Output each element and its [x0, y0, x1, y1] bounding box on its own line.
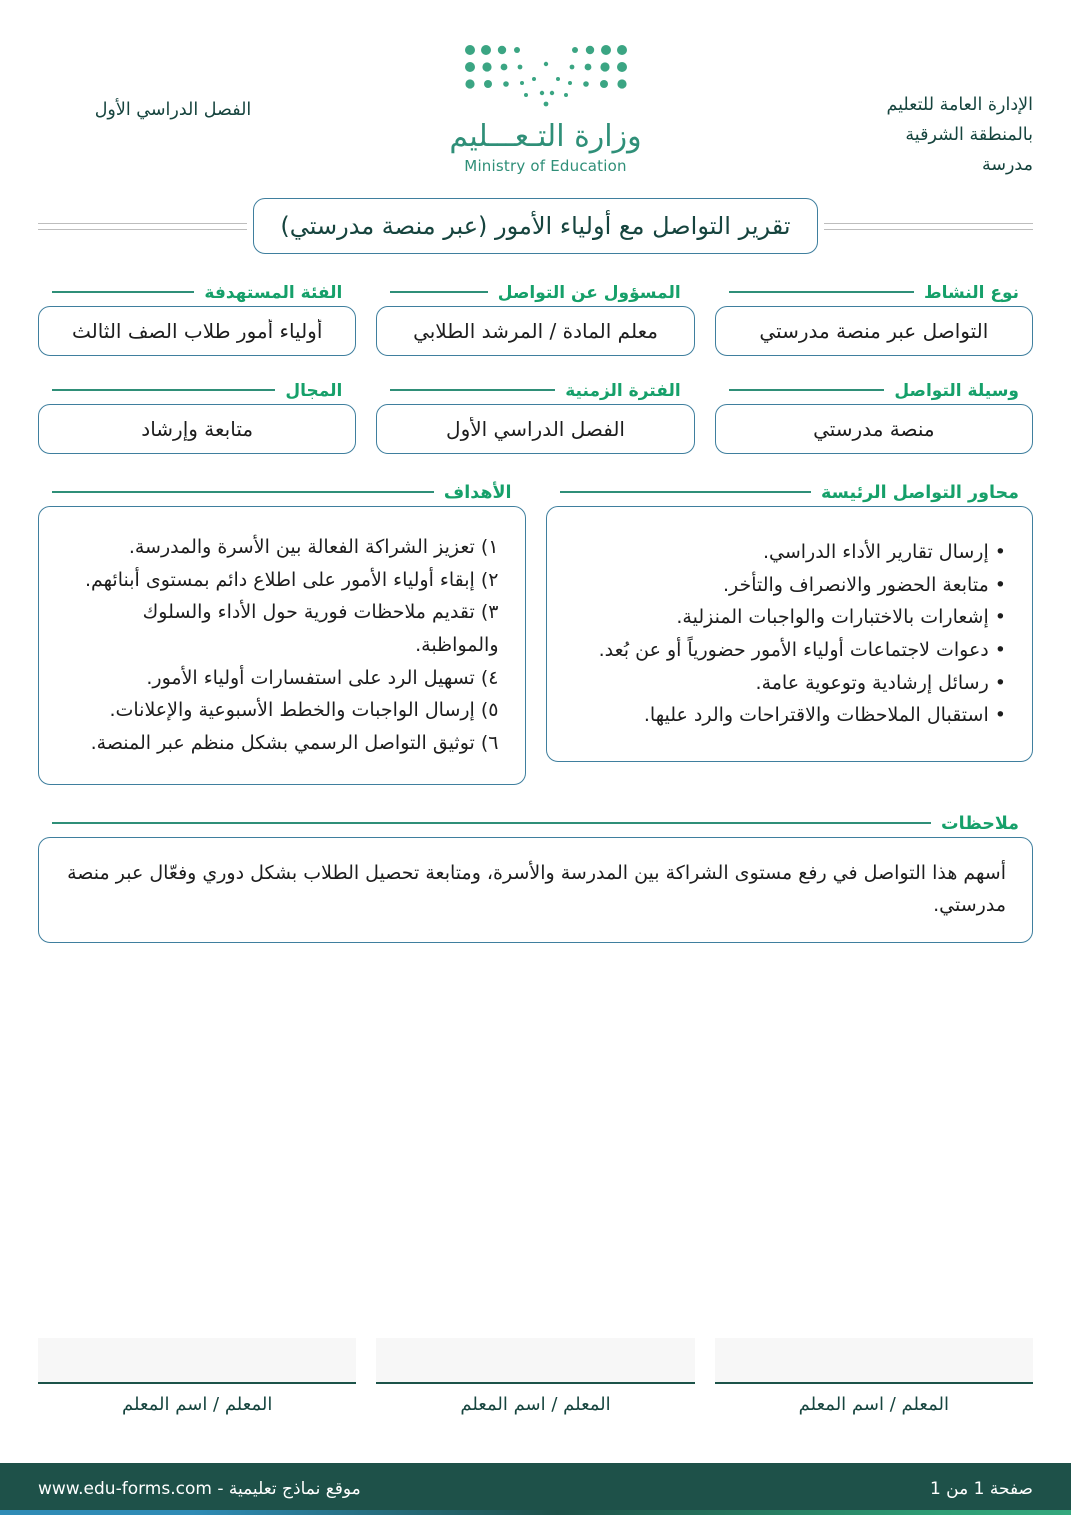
signature-label: المعلم / اسم المعلم	[798, 1394, 949, 1415]
field-head	[38, 280, 356, 306]
signature-label: المعلم / اسم المعلم	[460, 1394, 611, 1415]
list-item: ٦) توثيق التواصل الرسمي بشكل منظم عبر المنصة.	[90, 732, 499, 755]
notes-box[interactable]	[38, 837, 1033, 943]
footer-site-credit: موقع نماذج تعليمية - www.edu-forms.com	[38, 1479, 361, 1499]
list-item: • إرسال تقارير الأداء الدراسي.	[573, 536, 1007, 569]
list-item: • إشعارات بالاختبارات والواجبات المنزلية.	[573, 601, 1007, 634]
list-item: ٢) إبقاء أولياء الأمور على اطلاع دائم بمستوى أبنائهم.	[84, 568, 499, 591]
field-label: الفئة المستهدفة	[204, 283, 343, 303]
section-head	[546, 480, 1034, 506]
signature-row	[38, 1338, 1033, 1415]
list-item: • استقبال الملاحظات والاقتراحات والرد عليها.	[573, 699, 1007, 732]
signature-input[interactable]	[376, 1338, 694, 1384]
ministry-name-arabic: وزارة التـعـــليم	[449, 119, 642, 154]
section-head	[38, 480, 526, 506]
section-notes	[38, 811, 1033, 943]
field-dash	[390, 389, 555, 391]
list-item: • رسائل إرشادية وتوعوية عامة.	[573, 667, 1007, 700]
title-rule-left	[38, 223, 247, 230]
document-title-row	[38, 190, 1033, 262]
header-term-block	[38, 42, 308, 120]
signature-input[interactable]	[715, 1338, 1033, 1384]
section-box	[546, 506, 1034, 762]
field-label: نوع النشاط	[923, 283, 1019, 303]
field-value: متابعة وإرشاد	[141, 417, 254, 441]
fields-grid	[38, 280, 1033, 454]
content-sections	[38, 480, 1033, 785]
section-dash	[52, 491, 434, 493]
field-time-period	[376, 378, 694, 454]
field-dash	[729, 389, 885, 391]
section-axes	[546, 480, 1034, 785]
section-label: محاور التواصل الرئيسة	[821, 483, 1019, 503]
field-value: أولياء أمور طلاب الصف الثالث	[71, 319, 323, 343]
field-communication-method	[715, 378, 1033, 454]
field-label: الفترة الزمنية	[565, 381, 681, 401]
field-activity-type	[715, 280, 1033, 356]
field-dash	[390, 291, 487, 293]
admin-line-3: مدرسة	[981, 155, 1033, 176]
signature-cell	[38, 1338, 356, 1415]
term-label: الفصل الدراسي الأول	[94, 100, 252, 120]
axes-list	[573, 536, 1007, 732]
field-label: المسؤول عن التواصل	[497, 283, 681, 303]
section-objectives	[38, 480, 526, 785]
field-box[interactable]	[715, 404, 1033, 454]
notes-text: أسهم هذا التواصل في رفع مستوى الشراكة بين المدرسة والأسرة، ومتابعة تحصيل الطلاب بشكل دوري وفعّال عبر منصة مدرستي.	[67, 861, 1006, 916]
field-head	[38, 378, 356, 404]
field-head	[376, 378, 694, 404]
header-administration-block	[763, 42, 1033, 180]
document-footer	[0, 1463, 1071, 1515]
field-box[interactable]	[715, 306, 1033, 356]
field-head	[715, 378, 1033, 404]
signature-cell	[715, 1338, 1033, 1415]
list-item: • دعوات لاجتماعات أولياء الأمور حضورياً أو عن بُعد.	[573, 634, 1007, 667]
field-row-1	[38, 280, 1033, 356]
field-box[interactable]	[376, 404, 694, 454]
section-box	[38, 506, 526, 785]
field-box[interactable]	[38, 306, 356, 356]
footer-accent-bar	[0, 1510, 1071, 1515]
field-box[interactable]	[376, 306, 694, 356]
title-rule-right	[824, 223, 1033, 230]
admin-line-1: الإدارة العامة للتعليم	[886, 95, 1033, 115]
admin-line-2: بالمنطقة الشرقية	[905, 125, 1033, 146]
field-dash	[52, 291, 194, 293]
section-label: الأهداف	[443, 483, 512, 503]
field-target-group	[38, 280, 356, 356]
objectives-list	[65, 531, 499, 760]
signature-cell	[376, 1338, 694, 1415]
field-value: معلم المادة / المرشد الطلابي	[413, 319, 658, 343]
field-head	[376, 280, 694, 306]
ministry-name-english: Ministry of Education	[464, 156, 627, 175]
footer-page-number: صفحة 1 من 1	[929, 1479, 1033, 1499]
list-item: • متابعة الحضور والانصراف والتأخر.	[573, 569, 1007, 602]
field-box[interactable]	[38, 404, 356, 454]
field-label: المجال	[285, 381, 343, 401]
field-value: منصة مدرستي	[813, 417, 935, 441]
section-dash	[52, 822, 931, 824]
field-dash	[729, 291, 914, 293]
field-label: وسيلة التواصل	[894, 381, 1019, 401]
signature-label: المعلم / اسم المعلم	[122, 1394, 273, 1415]
section-dash	[560, 491, 812, 493]
list-item: ٥) إرسال الواجبات والخطط الأسبوعية والإعلانات.	[109, 699, 499, 722]
ministry-logo-icon	[456, 42, 636, 118]
list-item: ٤) تسهيل الرد على استفسارات أولياء الأمور.	[146, 666, 499, 689]
signature-input[interactable]	[38, 1338, 356, 1384]
page-title: تقرير التواصل مع أولياء الأمور (عبر منصة مدرستي)	[253, 198, 817, 254]
field-responsible	[376, 280, 694, 356]
document-header	[0, 0, 1071, 180]
ministry-logo-block	[411, 42, 661, 175]
field-domain	[38, 378, 356, 454]
field-dash	[52, 389, 275, 391]
list-item: ١) تعزيز الشراكة الفعالة بين الأسرة والمدرسة.	[128, 536, 499, 558]
field-value: الفصل الدراسي الأول	[446, 417, 625, 441]
field-row-2	[38, 378, 1033, 454]
field-value: التواصل عبر منصة مدرستي	[759, 319, 989, 343]
list-item: ٣) تقديم ملاحظات فورية حول الأداء والسلوك والمواظبة.	[142, 601, 499, 657]
field-head	[715, 280, 1033, 306]
section-label: ملاحظات	[941, 813, 1019, 834]
section-head	[38, 811, 1033, 837]
